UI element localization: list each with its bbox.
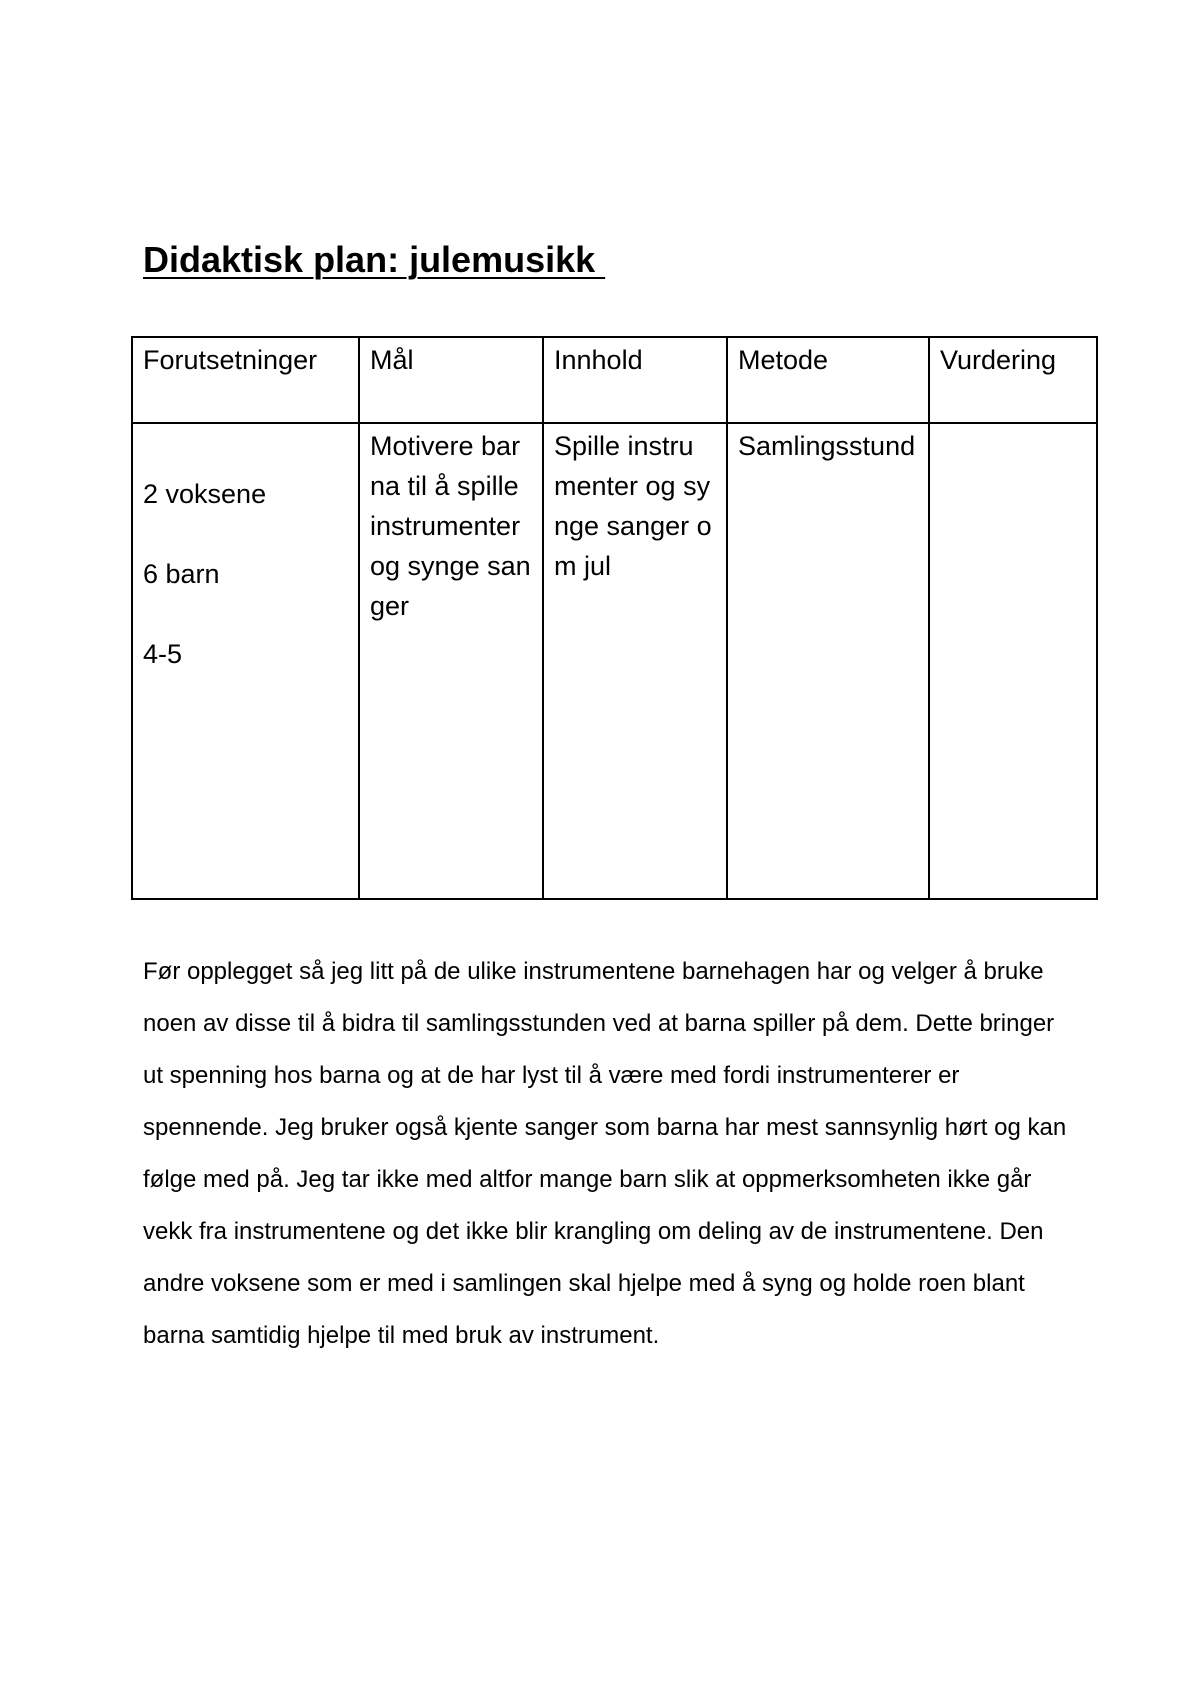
cell-vurdering	[929, 423, 1097, 899]
header-forutsetninger: Forutsetninger	[132, 337, 359, 423]
forutsetning-adults: 2 voksene	[143, 479, 267, 509]
cell-forutsetninger	[132, 423, 359, 899]
didactic-plan-table	[131, 336, 1098, 900]
table-row	[132, 423, 1097, 899]
cell-innhold: Spille instrumenter og synge sanger om jul	[543, 423, 727, 899]
body-paragraph: Før opplegget så jeg litt på de ulike instrumentene barnehagen har og velger å bruke noen av disse til å bidra til samlingsstunden ved at barna spiller på dem. Dette bringer ut spenning hos barna og at de har lyst til å være med fordi instrumenterer er spennende. Jeg bruker også kjente sanger som barna har mest sannsynlig hørt og kan følge med på. Jeg tar ikke med altfor mange barn slik at oppmerksomheten ikke går vekk fra instrumentene og det ikke blir krangling om deling av de instrumentene. Den andre voksene som er med i samlingen skal hjelpe med å syng og holde roen blant barna samtidig hjelpe til med bruk av instrument.	[143, 958, 1067, 1349]
table-header-row	[132, 337, 1097, 423]
header-maal: Mål	[359, 337, 543, 423]
forutsetning-age: 4-5	[143, 639, 183, 669]
header-innhold: Innhold	[543, 337, 727, 423]
header-metode: Metode	[727, 337, 929, 423]
cell-maal: Motivere barna til å spille instrumenter og synge sanger	[359, 423, 543, 899]
header-vurdering: Vurdering	[929, 337, 1097, 423]
cell-metode: Samlingsstund	[727, 423, 929, 899]
forutsetning-children: 6 barn	[143, 559, 220, 589]
page-title: Didaktisk plan: julemusikk	[143, 239, 606, 280]
